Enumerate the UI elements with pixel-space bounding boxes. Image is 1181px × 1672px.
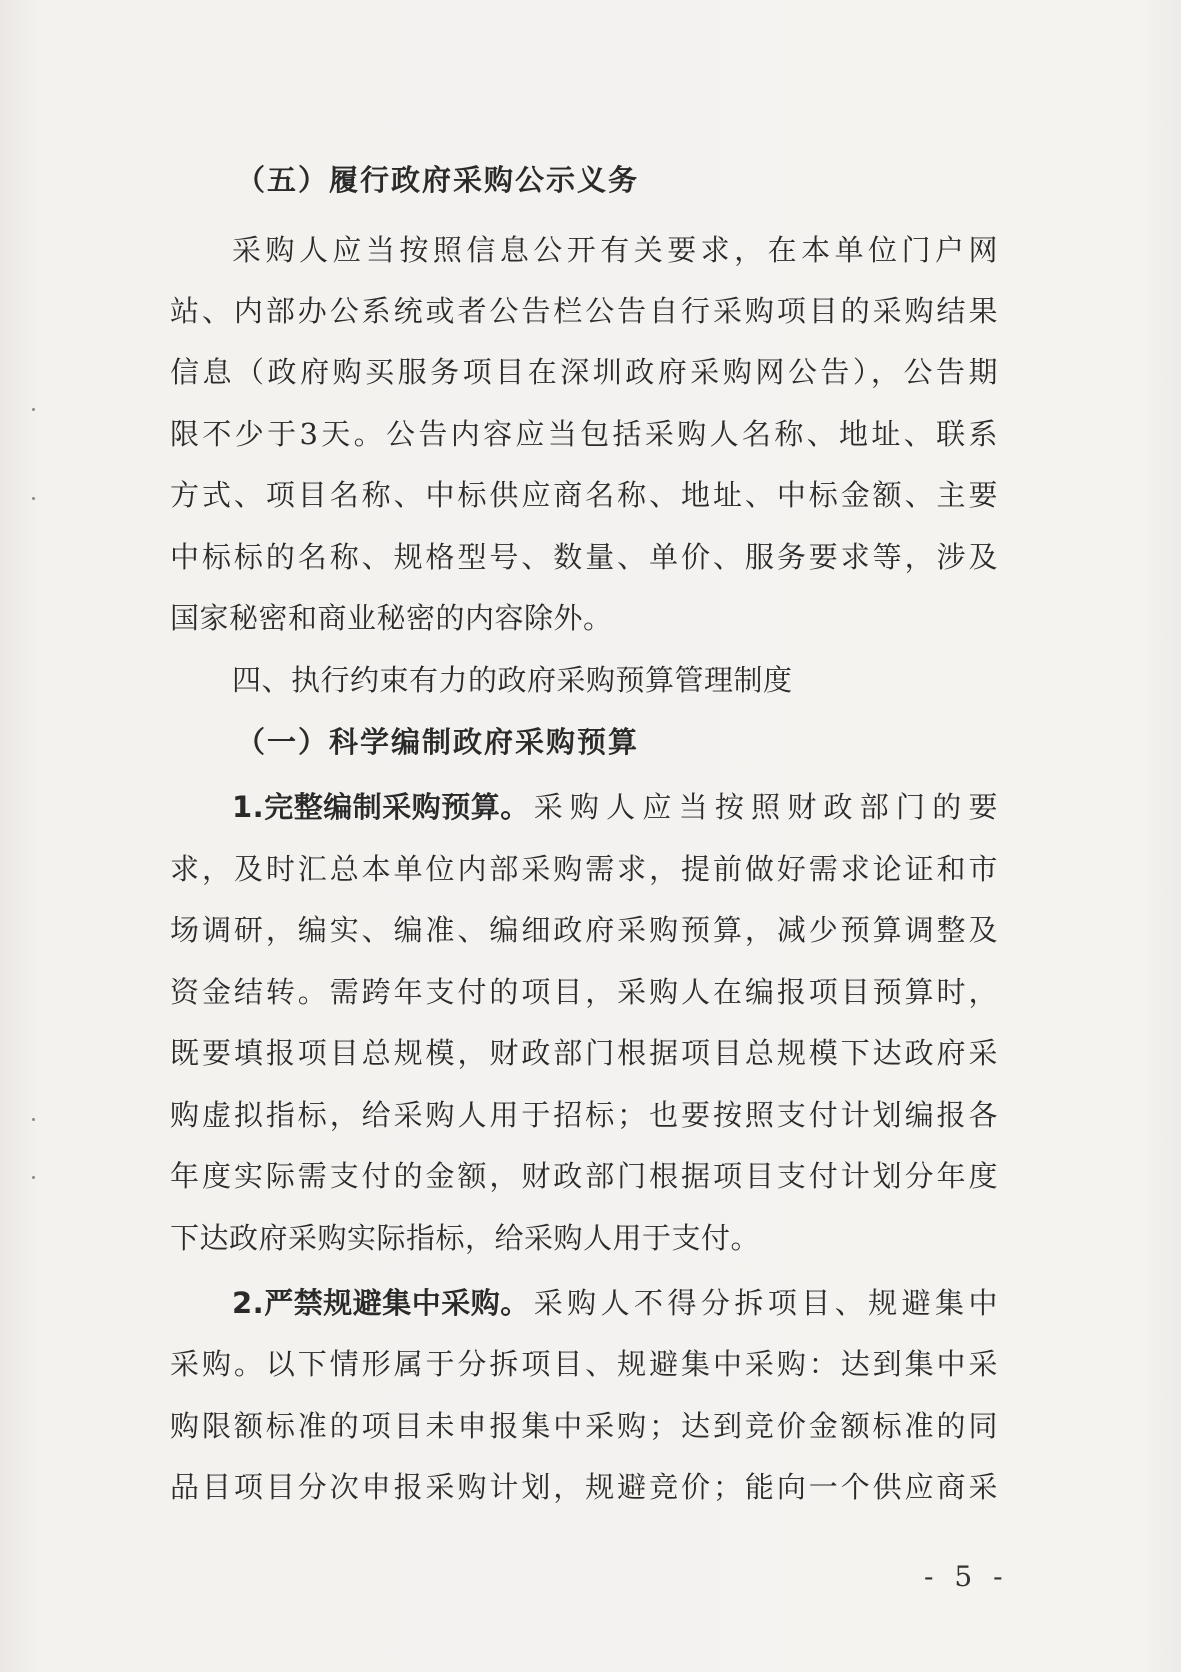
paragraph-line: 求，及时汇总本单位内部采购需求，提前做好需求论证和市: [170, 852, 998, 886]
subsection-heading: （一）科学编制政府采购预算: [236, 725, 640, 759]
section-heading: （五）履行政府采购公示义务: [236, 163, 640, 197]
item-text: 采购人不得分拆项目、规避集中: [533, 1286, 998, 1320]
paragraph-line: 信息（政府购买服务项目在深圳政府采购网公告），公告期: [170, 355, 998, 389]
paragraph-line: 场调研，编实、编准、编细政府采购预算，减少预算调整及: [170, 913, 998, 947]
binding-hole-mark: [32, 408, 35, 411]
paragraph-line: 限不少于3天。公告内容应当包括采购人名称、地址、联系: [170, 417, 998, 451]
paragraph-line: 年度实际需支付的金额，财政部门根据项目支付计划分年度: [170, 1159, 998, 1193]
binding-hole-mark: [32, 1176, 35, 1179]
binding-hole-mark: [32, 1118, 35, 1121]
paragraph-line: 品目项目分次申报采购计划，规避竞价；能向一个供应商采: [170, 1470, 998, 1504]
page-number: - 5 -: [924, 1560, 1009, 1593]
item-lead: 1.完整编制采购预算。: [232, 790, 530, 824]
paragraph-line: 方式、项目名称、中标供应商名称、地址、中标金额、主要: [170, 478, 998, 512]
item-lead: 2.严禁规避集中采购。: [232, 1286, 530, 1320]
paragraph-line: 购限额标准的项目未申报集中采购；达到竞价金额标准的同: [170, 1409, 998, 1443]
paragraph-line: 采购人应当按照信息公开有关要求，在本单位门户网: [232, 233, 998, 267]
paragraph-first-line: [232, 1283, 998, 1323]
binding-hole-mark: [32, 497, 35, 500]
part-heading: 四、执行约束有力的政府采购预算管理制度: [232, 663, 793, 697]
paragraph-line: 资金结转。需跨年支付的项目，采购人在编报项目预算时，: [170, 975, 998, 1009]
paragraph-line: 国家秘密和商业秘密的内容除外。: [170, 601, 613, 635]
paragraph-line: 中标标的名称、规格型号、数量、单价、服务要求等，涉及: [170, 540, 998, 574]
paragraph-line: 站、内部办公系统或者公告栏公告自行采购项目的采购结果: [170, 294, 998, 328]
paragraph-first-line: [232, 787, 998, 827]
item-text: 采购人应当按照财政部门的要: [533, 790, 998, 824]
paragraph-line: 既要填报项目总规模，财政部门根据项目总规模下达政府采: [170, 1036, 998, 1070]
paragraph-line: 下达政府采购实际指标，给采购人用于支付。: [170, 1221, 761, 1255]
paragraph-line: 购虚拟指标，给采购人用于招标；也要按照支付计划编报各: [170, 1098, 998, 1132]
paragraph-line: 采购。以下情形属于分拆项目、规避集中采购：达到集中采: [170, 1347, 998, 1381]
